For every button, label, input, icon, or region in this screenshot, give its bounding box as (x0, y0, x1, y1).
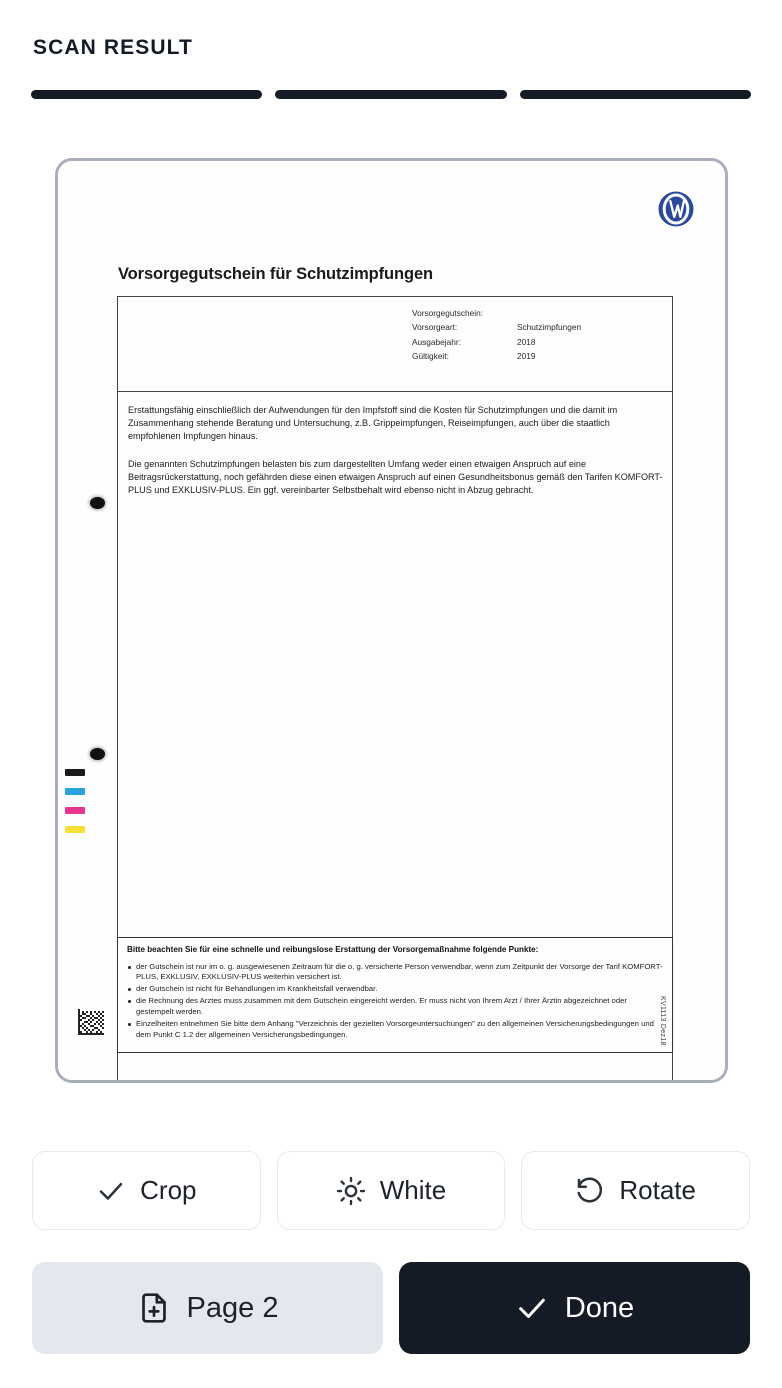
brand-circle-logo-icon (655, 188, 697, 230)
primary-actions-row (32, 1262, 750, 1354)
progress-indicator (31, 90, 751, 99)
list-item: die Rechnung des Arztes muss zusammen mit dem Gutschein eingereicht werden. Er muss nicht von Ihrem Arzt / Ihrer Ärztin abgezeichnet oder gestempelt werden. (127, 996, 663, 1018)
notes-title: Bitte beachten Sie für eine schnelle und reibungslose Erstattung der Vorsorgemaßnahme folgende Punkte: (127, 945, 539, 954)
rotate-button-label: Rotate (619, 1175, 696, 1205)
yellow-calibration-bar (65, 826, 85, 833)
progress-segment-3 (520, 90, 751, 99)
check-icon (515, 1291, 549, 1325)
progress-segment-2 (275, 90, 506, 99)
document-notes-box (117, 937, 673, 1053)
meta-label: Gültigkeit: (412, 350, 449, 361)
punch-hole-artifact (90, 748, 105, 760)
document-side-code: KV1113 Dez18 (659, 996, 666, 1046)
notes-list (127, 962, 663, 1042)
document-plus-icon (137, 1291, 171, 1325)
add-page-button[interactable] (32, 1262, 383, 1354)
black-calibration-bar (65, 769, 85, 776)
done-button-label: Done (564, 1291, 635, 1324)
document-title: Vorsorgegutschein für Schutzimpfungen (118, 265, 434, 283)
meta-value: 2019 (517, 350, 536, 361)
edit-tools-row (32, 1151, 750, 1230)
meta-value: Schutzimpfungen (517, 322, 582, 333)
crop-button[interactable] (32, 1151, 261, 1230)
meta-label: Vorsorgeart: (412, 322, 458, 333)
meta-row (412, 335, 581, 349)
crop-button-label: Crop (140, 1175, 197, 1205)
rotate-ccw-icon (575, 1176, 605, 1206)
meta-label: Ausgabejahr: (412, 336, 461, 347)
white-button-label: White (379, 1175, 447, 1205)
magenta-calibration-bar (65, 807, 85, 814)
page-title: SCAN RESULT (33, 36, 193, 59)
rotate-button[interactable] (521, 1151, 750, 1230)
list-item: Einzelheiten entnehmen Sie bitte dem Anhang "Verzeichnis der gezielten Vorsorgeuntersuchungen" zu den allgemeinen Versicherungsbedingungen und dem Punkt C 1.2 der allgemeinen Versicherungsbedingungen. (127, 1019, 663, 1041)
meta-label: Vorsorgegutschein: (412, 308, 484, 318)
brightness-sun-icon (336, 1176, 366, 1206)
meta-value: 2018 (517, 336, 536, 347)
add-page-button-label: Page 2 (186, 1291, 279, 1324)
scan-image (58, 161, 725, 1080)
punch-hole-artifact (90, 497, 105, 509)
meta-row (412, 349, 581, 363)
list-item: der Gutschein ist nicht für Behandlungen im Krankheitsfall verwendbar. (127, 984, 663, 995)
list-item: der Gutschein ist nur im o. g. ausgewiesenen Zeitraum für die o. g. versicherte Person verwendbar, wenn zum Zeitpunkt der Vorsorge der Tarif KOMFORT-PLUS, EXKLUSIV, EXKLUSIV-PLUS weiterhin versichert ist. (127, 962, 663, 984)
progress-segment-1 (31, 90, 262, 99)
document-meta-table (412, 306, 581, 363)
color-calibration-bars (65, 769, 85, 845)
scanned-page-preview[interactable] (55, 158, 728, 1083)
document-meta-box (117, 296, 673, 392)
check-icon (96, 1176, 126, 1206)
cyan-calibration-bar (65, 788, 85, 795)
meta-row (412, 306, 581, 320)
white-button[interactable] (277, 1151, 506, 1230)
meta-row (412, 320, 581, 334)
datamatrix-code-icon (78, 1009, 104, 1035)
document-paragraph: Erstattungsfähig einschließlich der Aufwendungen für den Impfstoff sind die Kosten für Schutzimpfungen und die damit im Zusammenhang stehende Beratung und Untersuchung, z.B. Grippeimpfungen, Reiseimpfungen, auch über die staatlich empfohlenen Impfungen hinaus. (128, 405, 618, 441)
done-button[interactable] (399, 1262, 750, 1354)
document-paragraph: Die genannten Schutzimpfungen belasten bis zum dargestellten Umfang weder einen etwaigen Anspruch auf eine Beitragsrückerstattung, noch gefährden diese einen etwaigen Anspruch auf einen Gesundheitsbonus gemäß den Tarifen KOMFORT-PLUS und EXKLUSIV-PLUS. Ein ggf. vereinbarter Selbstbehalt wird ebenso nicht in Abzug gebracht. (128, 459, 663, 495)
